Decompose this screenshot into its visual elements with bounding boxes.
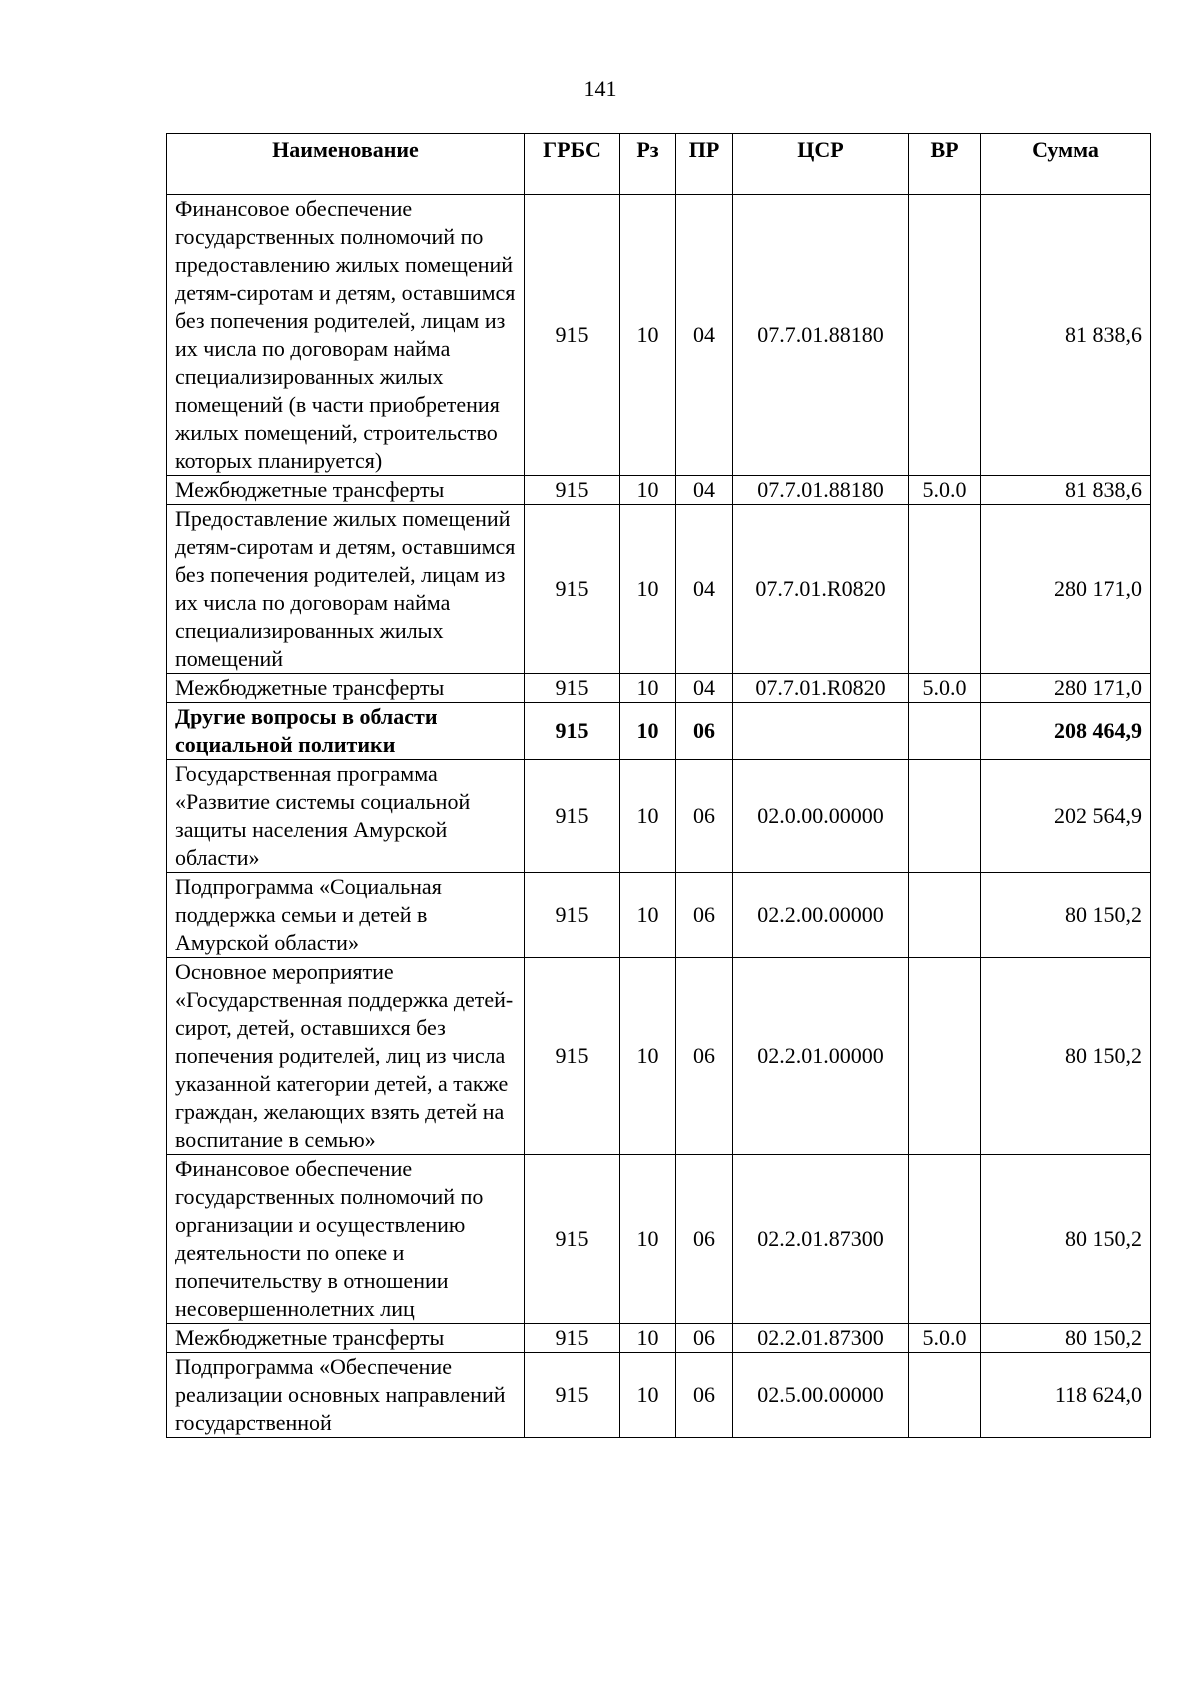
cell-sum: 80 150,2 xyxy=(981,873,1151,958)
cell-rz: 10 xyxy=(620,1324,676,1353)
cell-name: Основное мероприятие «Государственная поддержка детей-сирот, детей, оставшихся без попечения родителей, лиц из числа указанной категории детей, а также граждан, желающих взять детей на воспитание в семью» xyxy=(167,958,525,1155)
header-grbs: ГРБС xyxy=(525,134,620,195)
table-row xyxy=(167,1353,1151,1438)
cell-pr: 06 xyxy=(676,1155,733,1324)
cell-name: Предоставление жилых помещений детям-сиротам и детям, оставшимся без попечения родителей, лицам из их числа по договорам найма специализированных жилых помещений xyxy=(167,505,525,674)
cell-rz: 10 xyxy=(620,674,676,703)
cell-vr xyxy=(909,958,981,1155)
cell-sum: 81 838,6 xyxy=(981,476,1151,505)
cell-grbs: 915 xyxy=(525,505,620,674)
cell-rz: 10 xyxy=(620,1155,676,1324)
header-vr: ВР xyxy=(909,134,981,195)
cell-vr xyxy=(909,873,981,958)
cell-csr: 02.2.01.00000 xyxy=(733,958,909,1155)
cell-csr: 02.2.00.00000 xyxy=(733,873,909,958)
cell-grbs: 915 xyxy=(525,958,620,1155)
header-sum: Сумма xyxy=(981,134,1151,195)
cell-sum: 81 838,6 xyxy=(981,195,1151,476)
cell-grbs: 915 xyxy=(525,476,620,505)
cell-rz: 10 xyxy=(620,195,676,476)
cell-pr: 06 xyxy=(676,760,733,873)
cell-name: Государственная программа «Развитие системы социальной защиты населения Амурской области» xyxy=(167,760,525,873)
cell-rz: 10 xyxy=(620,958,676,1155)
cell-pr: 04 xyxy=(676,195,733,476)
cell-sum: 208 464,9 xyxy=(981,703,1151,760)
cell-sum: 118 624,0 xyxy=(981,1353,1151,1438)
cell-pr: 06 xyxy=(676,958,733,1155)
cell-sum: 80 150,2 xyxy=(981,958,1151,1155)
cell-vr xyxy=(909,760,981,873)
cell-csr: 07.7.01.R0820 xyxy=(733,674,909,703)
cell-csr: 07.7.01.88180 xyxy=(733,476,909,505)
cell-rz: 10 xyxy=(620,1353,676,1438)
table-row xyxy=(167,958,1151,1155)
cell-grbs: 915 xyxy=(525,1353,620,1438)
cell-grbs: 915 xyxy=(525,195,620,476)
table-row xyxy=(167,760,1151,873)
cell-rz: 10 xyxy=(620,505,676,674)
cell-sum: 202 564,9 xyxy=(981,760,1151,873)
table-row xyxy=(167,505,1151,674)
cell-pr: 06 xyxy=(676,873,733,958)
cell-name: Межбюджетные трансферты xyxy=(167,476,525,505)
table-row xyxy=(167,1324,1151,1353)
table-row xyxy=(167,674,1151,703)
cell-vr xyxy=(909,1155,981,1324)
cell-sum: 80 150,2 xyxy=(981,1155,1151,1324)
table-row xyxy=(167,873,1151,958)
cell-grbs: 915 xyxy=(525,873,620,958)
cell-csr: 07.7.01.88180 xyxy=(733,195,909,476)
cell-name: Другие вопросы в области социальной политики xyxy=(167,703,525,760)
cell-grbs: 915 xyxy=(525,703,620,760)
cell-pr: 06 xyxy=(676,1324,733,1353)
cell-pr: 04 xyxy=(676,674,733,703)
cell-vr xyxy=(909,195,981,476)
cell-grbs: 915 xyxy=(525,674,620,703)
cell-vr xyxy=(909,703,981,760)
header-name: Наименование xyxy=(167,134,525,195)
cell-grbs: 915 xyxy=(525,760,620,873)
cell-pr: 06 xyxy=(676,1353,733,1438)
cell-csr: 02.2.01.87300 xyxy=(733,1324,909,1353)
budget-table xyxy=(166,133,1151,1438)
table-row xyxy=(167,703,1151,760)
cell-rz: 10 xyxy=(620,476,676,505)
cell-name: Финансовое обеспечение государственных полномочий по организации и осуществлению деятельности по опеке и попечительству в отношении несовершеннолетних лиц xyxy=(167,1155,525,1324)
cell-vr: 5.0.0 xyxy=(909,674,981,703)
cell-name: Межбюджетные трансферты xyxy=(167,1324,525,1353)
cell-csr: 07.7.01.R0820 xyxy=(733,505,909,674)
cell-csr: 02.0.00.00000 xyxy=(733,760,909,873)
cell-vr: 5.0.0 xyxy=(909,1324,981,1353)
cell-rz: 10 xyxy=(620,703,676,760)
cell-vr: 5.0.0 xyxy=(909,476,981,505)
header-pr: ПР xyxy=(676,134,733,195)
table-row xyxy=(167,195,1151,476)
cell-sum: 80 150,2 xyxy=(981,1324,1151,1353)
table-row xyxy=(167,476,1151,505)
cell-vr xyxy=(909,505,981,674)
cell-name: Подпрограмма «Обеспечение реализации основных направлений государственной xyxy=(167,1353,525,1438)
cell-sum: 280 171,0 xyxy=(981,505,1151,674)
table-row xyxy=(167,1155,1151,1324)
cell-vr xyxy=(909,1353,981,1438)
page-number: 141 xyxy=(583,76,617,101)
cell-name: Финансовое обеспечение государственных полномочий по предоставлению жилых помещений детям-сиротам и детям, оставшимся без попечения родителей, лицам из их числа по договорам найма специализированных жилых помещений (в части приобретения жилых помещений, строительство которых планируется) xyxy=(167,195,525,476)
cell-name: Подпрограмма «Социальная поддержка семьи и детей в Амурской области» xyxy=(167,873,525,958)
cell-pr: 06 xyxy=(676,703,733,760)
cell-grbs: 915 xyxy=(525,1324,620,1353)
cell-name: Межбюджетные трансферты xyxy=(167,674,525,703)
cell-pr: 04 xyxy=(676,476,733,505)
cell-grbs: 915 xyxy=(525,1155,620,1324)
cell-csr: 02.5.00.00000 xyxy=(733,1353,909,1438)
cell-pr: 04 xyxy=(676,505,733,674)
cell-sum: 280 171,0 xyxy=(981,674,1151,703)
cell-csr: 02.2.01.87300 xyxy=(733,1155,909,1324)
header-rz: Рз xyxy=(620,134,676,195)
header-csr: ЦСР xyxy=(733,134,909,195)
table-header-row xyxy=(167,134,1151,195)
cell-rz: 10 xyxy=(620,760,676,873)
cell-rz: 10 xyxy=(620,873,676,958)
table-body xyxy=(167,195,1151,1438)
cell-csr xyxy=(733,703,909,760)
